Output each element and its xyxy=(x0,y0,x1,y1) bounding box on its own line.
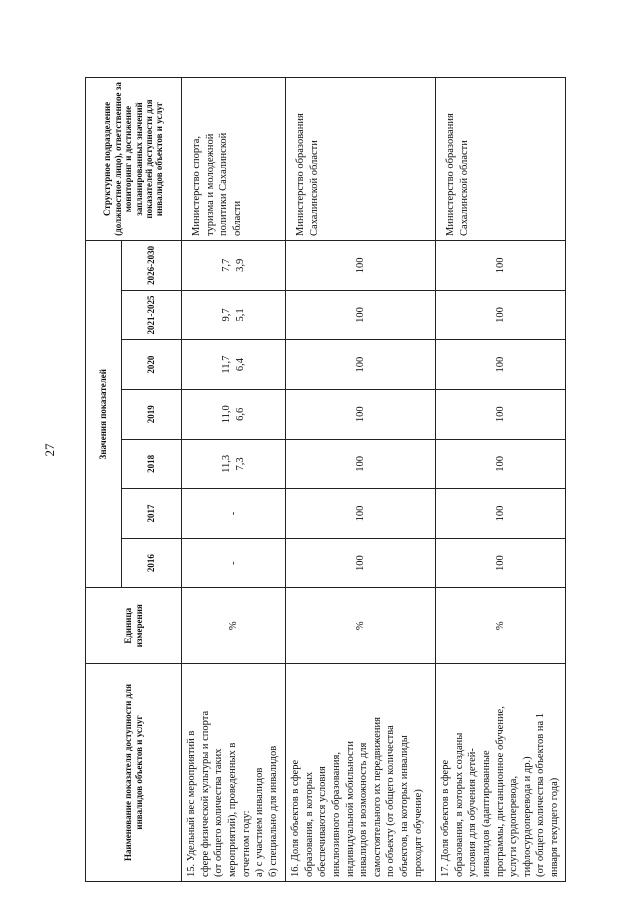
indicator-name-line: (от общего количества объектов на 1 xyxy=(535,713,547,877)
value-line: 100 xyxy=(494,406,506,423)
value-cell xyxy=(436,389,566,439)
indicator-name xyxy=(436,664,566,882)
value-line: 6,4 xyxy=(234,358,246,372)
value-line: 5,1 xyxy=(234,308,246,322)
indicator-name-line: индивидуальной мобильности xyxy=(344,740,356,877)
value-line: 11,0 xyxy=(220,405,232,424)
value-cell xyxy=(286,489,436,539)
indicator-name-line: (от общего количества таких xyxy=(213,748,225,877)
page-number: 27 xyxy=(42,443,57,457)
responsible-line: Министерство спорта, xyxy=(191,135,202,236)
responsible-cell xyxy=(436,78,566,241)
value-line: 100 xyxy=(494,555,506,572)
indicator-name-line: проходят обучение) xyxy=(412,789,424,877)
indicator-name-line: инвалидов (адаптированные xyxy=(480,750,492,877)
responsible-line: Министерство образования xyxy=(445,113,456,236)
indicator-name-line: по объекту (от общего количества xyxy=(385,725,397,877)
value-cell xyxy=(436,489,566,539)
header-year: 2018 xyxy=(122,439,182,489)
table-row xyxy=(182,78,286,882)
value-line: 100 xyxy=(354,257,366,274)
rotated-table-container xyxy=(85,77,565,882)
indicator-name-line: условия для обучения детей- xyxy=(467,748,479,877)
table-row xyxy=(286,78,436,882)
value-cell xyxy=(286,290,436,340)
indicator-name-line: услуги сурдоперевода, xyxy=(508,775,520,877)
value-line: 7,3 xyxy=(234,457,246,471)
value-line: 100 xyxy=(354,356,366,373)
value-line: 100 xyxy=(494,456,506,472)
value-line: 100 xyxy=(354,456,366,472)
indicator-name-line: 15. Удельный вес мероприятий в xyxy=(186,730,197,877)
value-cell xyxy=(436,240,566,290)
value-line: 100 xyxy=(494,505,506,522)
header-year: 2026-2030 xyxy=(122,240,182,290)
value-line: - xyxy=(227,561,239,565)
table-row xyxy=(436,78,566,882)
value-cell xyxy=(436,439,566,489)
header-unit: Единица измерения xyxy=(86,588,182,664)
header-year: 2017 xyxy=(122,489,182,539)
value-cell xyxy=(182,439,286,489)
value-cell xyxy=(182,389,286,439)
value-cell xyxy=(286,389,436,439)
value-cell xyxy=(286,439,436,489)
value-cell xyxy=(182,240,286,290)
header-year: 2020 xyxy=(122,340,182,390)
responsible-line: туризма и молодежной xyxy=(204,133,216,236)
indicator-name xyxy=(182,664,286,882)
unit-cell: % xyxy=(436,588,566,664)
indicator-name-line: обеспечиваются условия xyxy=(317,766,329,877)
value-cell xyxy=(182,340,286,390)
responsible-line: области xyxy=(231,200,243,236)
indicator-name-line: сфере физической культуры и спорта xyxy=(199,710,211,877)
indicator-name-line: программы, дистанционное обучение, xyxy=(494,706,506,877)
value-cell xyxy=(436,538,566,588)
indicator-name-line: б) специально для инвалидов xyxy=(267,745,279,877)
value-cell xyxy=(436,290,566,340)
value-cell xyxy=(182,489,286,539)
indicator-name-line: инклюзивного образования, xyxy=(330,752,342,877)
header-responsible: Структурное подразделение (должностное лицо), ответственное за мониторинг и достижение запланированных значений показателей доступности для инвалидов объектов и услуг xyxy=(86,78,182,241)
unit-cell: % xyxy=(182,588,286,664)
indicator-name xyxy=(286,664,436,882)
header-indicator-name: Наименование показателя доступности для инвалидов объектов и услуг xyxy=(86,664,182,882)
responsible-cell xyxy=(286,78,436,241)
value-line: 11,3 xyxy=(220,454,232,473)
value-cell xyxy=(182,538,286,588)
indicator-name-line: самостоятельного их передвижения xyxy=(371,717,383,877)
value-cell xyxy=(286,538,436,588)
value-line: 9,7 xyxy=(220,308,232,322)
accessibility-indicators-table xyxy=(85,77,566,882)
indicator-name-line: января текущего года) xyxy=(549,777,561,877)
value-line: - xyxy=(227,511,239,516)
header-year: 2019 xyxy=(122,389,182,439)
value-line: 100 xyxy=(354,406,366,423)
indicator-name-line: инвалидов и возможность для xyxy=(358,742,370,877)
indicator-name-line: объектов, на которых инвалиды xyxy=(399,735,411,877)
value-cell xyxy=(286,240,436,290)
value-line: 3,9 xyxy=(234,258,246,272)
indicator-name-line: 17. Доля объектов в сфере xyxy=(440,759,451,877)
value-line: 7,7 xyxy=(220,258,232,272)
responsible-line: Министерство образования xyxy=(295,113,306,236)
indicator-name-line: тифлосурдоперевода и др.) xyxy=(521,756,533,877)
responsible-line: политики Сахалинской xyxy=(218,132,230,236)
table-body xyxy=(182,78,566,882)
value-line: 11,7 xyxy=(220,355,232,374)
header-values-group: Значения показателей xyxy=(86,240,122,588)
value-line: 100 xyxy=(354,555,366,572)
value-line: 100 xyxy=(494,257,506,274)
value-cell xyxy=(436,340,566,390)
value-line: 100 xyxy=(354,505,366,522)
header-year: 2021-2025 xyxy=(122,290,182,340)
indicator-name-line: образования, в которых xyxy=(303,771,315,877)
responsible-line: Сахалинской области xyxy=(308,140,320,236)
indicator-name-line: 16. Доля объектов в сфере xyxy=(290,759,301,877)
indicator-name-line: мероприятий), проведенных в xyxy=(226,742,238,877)
value-line: 100 xyxy=(494,307,506,323)
indicator-name-line: отчетном году: xyxy=(240,810,252,877)
value-line: 100 xyxy=(354,307,366,323)
unit-cell: % xyxy=(286,588,436,664)
header-year: 2016 xyxy=(122,538,182,588)
indicator-name-line: образования, в которых созданы xyxy=(453,732,465,877)
value-line: 6,6 xyxy=(234,407,246,421)
indicator-name-line: а) с участием инвалидов xyxy=(254,767,266,877)
value-line: 100 xyxy=(494,356,506,373)
responsible-line: Сахалинской области xyxy=(458,140,470,236)
responsible-cell xyxy=(182,78,286,241)
value-cell xyxy=(182,290,286,340)
value-cell xyxy=(286,340,436,390)
